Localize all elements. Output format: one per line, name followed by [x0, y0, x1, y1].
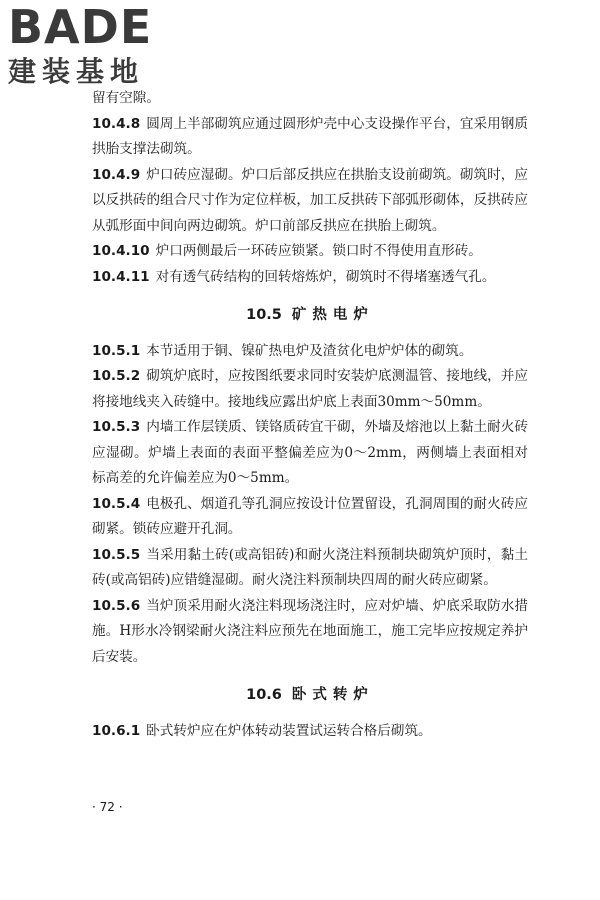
clause-text: 砌筑炉底时，应按图纸要求同时安装炉底测温管、接地线，并应将接地线夹入砖缝中。接地线应露出炉底上表面30mm～50mm。 [92, 368, 528, 410]
page-number: · 72 · [92, 800, 123, 814]
clause-10-4-10 [92, 239, 528, 265]
clause-number: 10.5.4 [92, 495, 141, 512]
clause-number: 10.5.1 [92, 342, 141, 359]
clause-number: 10.4.10 [92, 243, 150, 259]
logo-cjk-text: 建装基地 [8, 55, 145, 88]
clause-10-4-11 [92, 265, 528, 291]
bade-logo [8, 0, 178, 94]
clause-text: 内墙工作层镁质、镁铬质砖宜干砌，外墙及熔池以上黏土耐火砖应湿砌。炉墙上表面的表面平整偏差应为0～2mm，两侧墙上表面相对标高差的允许偏差应为0～5mm。 [92, 419, 528, 486]
clause-10-5-5 [92, 543, 528, 594]
clause-text: 卧式转炉应在炉体转动装置试运转合格后砌筑。 [146, 722, 432, 739]
clause-text: 炉口两侧最后一环砖应锁紧。锁口时不得使用直形砖。 [155, 243, 482, 259]
clause-number: 10.5.2 [92, 368, 141, 384]
clause-number: 10.6.1 [92, 722, 141, 739]
section-heading-10-6 [92, 682, 528, 709]
clause-number: 10.5.3 [92, 419, 141, 435]
clause-10-5-2 [92, 364, 528, 415]
page-content [92, 86, 528, 744]
section-title: 卧式转炉 [291, 686, 374, 703]
clause-text: 对有透气砖结构的回转熔炼炉，砌筑时不得堵塞透气孔。 [155, 268, 496, 285]
logo-latin-text: BADE [8, 0, 153, 54]
clause-10-5-1 [92, 339, 528, 365]
clause-text: 炉口砖应湿砌。炉口后部反拱应在拱胎支设前砌筑。砌筑时，应以反拱砖的组合尺寸作为定位样板，加工反拱砖下部弧形砌体，反拱砖应从弧形面中间向两边砌筑。炉口前部反拱应在拱胎上砌筑。 [92, 166, 528, 234]
clause-number: 10.5.5 [92, 546, 141, 563]
clause-text: 圆周上半部砌筑应通过圆形炉壳中心支设操作平台，宜采用钢质拱胎支撑法砌筑。 [92, 115, 528, 157]
clause-number: 10.4.8 [92, 115, 141, 132]
clause-number: 10.4.9 [92, 166, 141, 183]
section-title: 矿热电炉 [291, 306, 374, 323]
clause-number: 10.5.6 [92, 597, 141, 614]
section-heading-10-5 [92, 302, 528, 329]
clause-text: 本节适用于铜、镍矿热电炉及渣贫化电炉炉体的砌筑。 [146, 342, 473, 359]
clause-10-5-3 [92, 415, 528, 492]
clause-10-4-8 [92, 112, 528, 163]
clause-10-4-9 [92, 163, 528, 240]
section-number: 10.6 [246, 687, 282, 703]
clause-text: 当采用黏土砖(或高铝砖)和耐火浇注料预制块砌筑炉顶时，黏土砖(或高铝砖)应错缝湿砌。耐火浇注料预制块四周的耐火砖应砌紧。 [92, 546, 528, 588]
clause-10-6-1 [92, 719, 528, 745]
clause-text: 当炉顶采用耐火浇注料现场浇注时，应对炉墙、炉底采取防水措施。H形水冷钢梁耐火浇注料应预先在地面施工，施工完毕应按规定养护后安装。 [92, 597, 528, 665]
clause-10-5-4 [92, 492, 528, 543]
clause-number: 10.4.11 [92, 268, 150, 285]
section-number: 10.5 [246, 307, 282, 323]
clause-text: 电极孔、烟道孔等孔洞应按设计位置留设，孔洞周围的耐火砖应砌紧。锁砖应避开孔洞。 [92, 495, 528, 537]
continued-paragraph: 留有空隙。 [92, 90, 160, 106]
clause-10-5-6 [92, 594, 528, 671]
